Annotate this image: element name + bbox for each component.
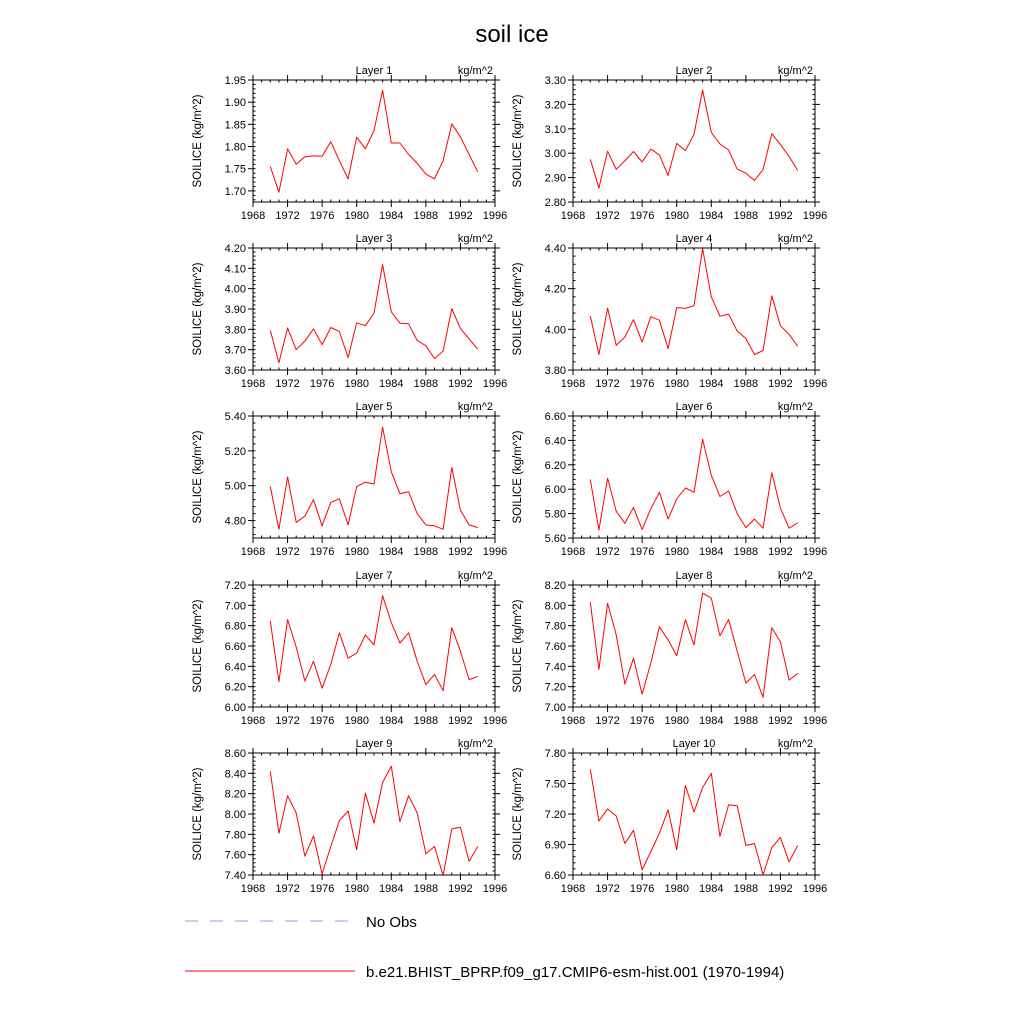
x-tick-label: 1972 bbox=[275, 378, 300, 390]
x-tick-label: 1972 bbox=[275, 546, 300, 558]
x-tick-label: 1984 bbox=[379, 210, 404, 222]
y-tick-label: 6.60 bbox=[224, 641, 246, 653]
panel-title: Layer 8 bbox=[675, 570, 713, 582]
y-tick-label: 8.60 bbox=[224, 748, 246, 760]
x-tick-label: 1972 bbox=[595, 378, 620, 390]
x-tick-label: 1992 bbox=[768, 378, 793, 390]
x-tick-label: 1968 bbox=[240, 546, 266, 558]
x-tick-label: 1980 bbox=[664, 883, 689, 895]
y-tick-label: 1.85 bbox=[224, 119, 246, 132]
y-tick-label: 7.80 bbox=[544, 748, 566, 760]
x-tick-label: 1968 bbox=[240, 378, 266, 390]
y-axis-label: SOILICE (kg/m^2) bbox=[512, 599, 524, 693]
y-tick-label: 7.60 bbox=[544, 641, 566, 653]
panel-units-label: kg/m^2 bbox=[777, 570, 813, 582]
panel-units-label: kg/m^2 bbox=[777, 65, 813, 77]
panel-units-label: kg/m^2 bbox=[457, 65, 493, 77]
panel-units-label: kg/m^2 bbox=[777, 233, 813, 245]
y-tick-label: 5.00 bbox=[224, 480, 246, 493]
y-tick-label: 1.80 bbox=[224, 141, 246, 154]
y-tick-label: 8.00 bbox=[224, 809, 246, 821]
y-tick-label: 5.20 bbox=[224, 445, 246, 458]
x-tick-label: 1992 bbox=[448, 715, 473, 727]
x-tick-label: 1984 bbox=[379, 715, 404, 727]
panel-title: Layer 10 bbox=[672, 738, 716, 750]
x-tick-label: 1984 bbox=[699, 715, 724, 727]
x-tick-label: 1988 bbox=[733, 210, 759, 222]
x-tick-label: 1976 bbox=[309, 210, 335, 222]
y-tick-label: 7.20 bbox=[544, 809, 566, 821]
x-tick-label: 1988 bbox=[413, 546, 439, 558]
y-tick-label: 7.40 bbox=[224, 870, 246, 882]
panel-units-label: kg/m^2 bbox=[777, 401, 813, 413]
x-tick-label: 1984 bbox=[699, 378, 724, 390]
x-tick-label: 1980 bbox=[344, 378, 369, 390]
x-tick-label: 1968 bbox=[560, 546, 586, 558]
x-tick-label: 1988 bbox=[733, 546, 759, 558]
panel-units-label: kg/m^2 bbox=[457, 401, 493, 413]
x-tick-label: 1984 bbox=[379, 546, 404, 558]
x-tick-label: 1980 bbox=[344, 546, 369, 558]
y-tick-label: 6.40 bbox=[224, 661, 246, 674]
panel-title: Layer 2 bbox=[675, 65, 713, 77]
y-tick-label: 7.80 bbox=[224, 829, 246, 842]
x-tick-label: 1980 bbox=[664, 715, 689, 727]
x-tick-label: 1996 bbox=[802, 546, 828, 558]
y-tick-label: 5.40 bbox=[224, 411, 246, 423]
x-tick-label: 1996 bbox=[482, 546, 508, 558]
panel-units-label: kg/m^2 bbox=[457, 738, 493, 750]
x-tick-label: 1984 bbox=[379, 378, 404, 390]
y-tick-label: 6.80 bbox=[224, 620, 246, 633]
x-tick-label: 1992 bbox=[768, 546, 793, 558]
x-tick-label: 1972 bbox=[275, 883, 300, 895]
y-tick-label: 3.20 bbox=[544, 99, 566, 112]
y-axis-label: SOILICE (kg/m^2) bbox=[512, 94, 524, 188]
x-tick-label: 1972 bbox=[275, 210, 300, 222]
y-tick-label: 6.00 bbox=[224, 702, 246, 714]
y-tick-label: 5.60 bbox=[544, 533, 566, 545]
y-tick-label: 7.00 bbox=[224, 600, 246, 613]
y-tick-label: 4.80 bbox=[224, 515, 246, 528]
panel-title: Layer 4 bbox=[675, 233, 713, 245]
x-tick-label: 1972 bbox=[595, 546, 620, 558]
y-tick-label: 2.80 bbox=[544, 197, 566, 209]
y-tick-label: 7.20 bbox=[224, 580, 246, 592]
x-tick-label: 1984 bbox=[699, 210, 724, 222]
x-tick-label: 1984 bbox=[379, 883, 404, 895]
y-tick-label: 6.90 bbox=[544, 839, 566, 852]
x-tick-label: 1976 bbox=[309, 378, 335, 390]
y-axis-label: SOILICE (kg/m^2) bbox=[192, 767, 204, 861]
x-tick-label: 1992 bbox=[448, 883, 473, 895]
x-tick-label: 1980 bbox=[344, 210, 369, 222]
x-tick-label: 1968 bbox=[240, 883, 266, 895]
y-axis-label: SOILICE (kg/m^2) bbox=[512, 262, 524, 356]
y-tick-label: 7.20 bbox=[544, 681, 566, 694]
panel-title: Layer 7 bbox=[355, 570, 393, 582]
x-tick-label: 1976 bbox=[629, 378, 655, 390]
x-tick-label: 1988 bbox=[733, 378, 759, 390]
y-tick-label: 7.50 bbox=[544, 778, 566, 791]
y-tick-label: 3.80 bbox=[224, 324, 246, 337]
x-tick-label: 1992 bbox=[768, 210, 793, 222]
x-tick-label: 1972 bbox=[595, 715, 620, 727]
x-tick-label: 1996 bbox=[482, 210, 508, 222]
y-tick-label: 6.20 bbox=[544, 459, 566, 472]
x-tick-label: 1976 bbox=[629, 883, 655, 895]
x-tick-label: 1980 bbox=[664, 210, 689, 222]
y-tick-label: 2.90 bbox=[544, 172, 566, 185]
y-tick-label: 6.60 bbox=[544, 870, 566, 882]
x-tick-label: 1980 bbox=[664, 546, 689, 558]
y-tick-label: 6.40 bbox=[544, 435, 566, 448]
x-tick-label: 1996 bbox=[482, 883, 508, 895]
x-tick-label: 1980 bbox=[344, 715, 369, 727]
y-tick-label: 4.40 bbox=[544, 243, 566, 255]
x-tick-label: 1976 bbox=[629, 715, 655, 727]
panel-units-label: kg/m^2 bbox=[457, 570, 493, 582]
x-tick-label: 1988 bbox=[413, 378, 439, 390]
y-tick-label: 4.20 bbox=[544, 283, 566, 296]
y-tick-label: 1.90 bbox=[224, 97, 246, 110]
y-tick-label: 8.40 bbox=[224, 768, 246, 781]
x-tick-label: 1976 bbox=[629, 210, 655, 222]
x-tick-label: 1988 bbox=[733, 883, 759, 895]
x-tick-label: 1992 bbox=[768, 715, 793, 727]
panel-title: Layer 9 bbox=[355, 738, 393, 750]
y-tick-label: 6.60 bbox=[544, 411, 566, 423]
x-tick-label: 1988 bbox=[413, 715, 439, 727]
x-tick-label: 1976 bbox=[629, 546, 655, 558]
y-tick-label: 5.80 bbox=[544, 508, 566, 521]
y-axis-label: SOILICE (kg/m^2) bbox=[192, 262, 204, 356]
figure-title: soil ice bbox=[475, 21, 549, 48]
y-tick-label: 4.00 bbox=[544, 324, 566, 337]
y-tick-label: 1.95 bbox=[224, 75, 246, 87]
panel-title: Layer 5 bbox=[355, 401, 393, 413]
x-tick-label: 1996 bbox=[802, 210, 828, 222]
y-tick-label: 3.70 bbox=[224, 344, 246, 357]
x-tick-label: 1968 bbox=[560, 378, 586, 390]
panel-title: Layer 1 bbox=[355, 65, 393, 77]
y-tick-label: 4.10 bbox=[224, 263, 246, 276]
y-axis-label: SOILICE (kg/m^2) bbox=[192, 94, 204, 188]
legend-no-obs-label: No Obs bbox=[366, 914, 417, 931]
x-tick-label: 1972 bbox=[595, 210, 620, 222]
y-tick-label: 3.10 bbox=[544, 123, 566, 136]
x-tick-label: 1992 bbox=[448, 210, 473, 222]
x-tick-label: 1976 bbox=[309, 883, 335, 895]
x-tick-label: 1984 bbox=[699, 546, 724, 558]
x-tick-label: 1996 bbox=[802, 715, 828, 727]
x-tick-label: 1988 bbox=[413, 883, 439, 895]
y-tick-label: 8.20 bbox=[544, 580, 566, 592]
y-axis-label: SOILICE (kg/m^2) bbox=[512, 430, 524, 524]
x-tick-label: 1988 bbox=[733, 715, 759, 727]
x-tick-label: 1968 bbox=[240, 210, 266, 222]
x-tick-label: 1976 bbox=[309, 715, 335, 727]
x-tick-label: 1996 bbox=[482, 378, 508, 390]
y-tick-label: 7.00 bbox=[544, 702, 566, 714]
y-tick-label: 3.00 bbox=[544, 148, 566, 161]
panel-title: Layer 3 bbox=[355, 233, 393, 245]
x-tick-label: 1968 bbox=[240, 715, 266, 727]
y-tick-label: 6.20 bbox=[224, 681, 246, 694]
panel-units-label: kg/m^2 bbox=[777, 738, 813, 750]
y-tick-label: 3.80 bbox=[544, 365, 566, 377]
y-tick-label: 4.20 bbox=[224, 243, 246, 255]
legend-model-label: b.e21.BHIST_BPRP.f09_g17.CMIP6-esm-hist.001 (1970-1994) bbox=[366, 964, 785, 981]
y-tick-label: 3.60 bbox=[224, 365, 246, 377]
x-tick-label: 1972 bbox=[595, 883, 620, 895]
x-tick-label: 1996 bbox=[482, 715, 508, 727]
x-tick-label: 1980 bbox=[664, 378, 689, 390]
y-tick-label: 3.90 bbox=[224, 304, 246, 316]
y-tick-label: 8.00 bbox=[544, 600, 566, 613]
y-tick-label: 3.30 bbox=[544, 75, 566, 87]
y-tick-label: 4.00 bbox=[224, 283, 246, 296]
x-tick-label: 1980 bbox=[344, 883, 369, 895]
x-tick-label: 1972 bbox=[275, 715, 300, 727]
y-axis-label: SOILICE (kg/m^2) bbox=[512, 767, 524, 861]
x-tick-label: 1992 bbox=[768, 883, 793, 895]
x-tick-label: 1996 bbox=[802, 883, 828, 895]
y-tick-label: 7.80 bbox=[544, 620, 566, 633]
x-tick-label: 1988 bbox=[413, 210, 439, 222]
y-axis-label: SOILICE (kg/m^2) bbox=[192, 430, 204, 524]
x-tick-label: 1976 bbox=[309, 546, 335, 558]
y-tick-label: 7.60 bbox=[224, 849, 246, 862]
x-tick-label: 1968 bbox=[560, 210, 586, 222]
panel-title: Layer 6 bbox=[675, 401, 713, 413]
panel-units-label: kg/m^2 bbox=[457, 233, 493, 245]
x-tick-label: 1968 bbox=[560, 715, 586, 727]
y-tick-label: 1.75 bbox=[224, 163, 246, 176]
x-tick-label: 1992 bbox=[448, 546, 473, 558]
y-tick-label: 8.20 bbox=[224, 788, 246, 801]
y-tick-label: 6.00 bbox=[544, 484, 566, 497]
y-axis-label: SOILICE (kg/m^2) bbox=[192, 599, 204, 693]
y-tick-label: 1.70 bbox=[224, 185, 246, 198]
x-tick-label: 1996 bbox=[802, 378, 828, 390]
x-tick-label: 1968 bbox=[560, 883, 586, 895]
y-tick-label: 7.40 bbox=[544, 661, 566, 674]
x-tick-label: 1992 bbox=[448, 378, 473, 390]
x-tick-label: 1984 bbox=[699, 883, 724, 895]
